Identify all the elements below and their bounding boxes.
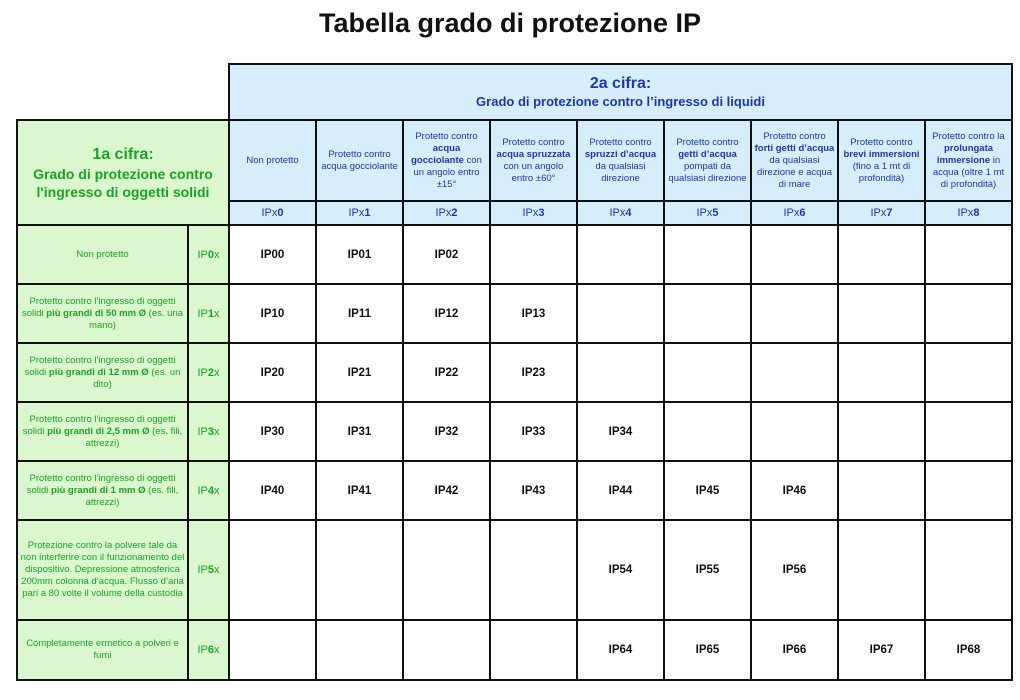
ip-rating-cell: IP67: [838, 620, 925, 680]
emphasis-text: più grandi di 2,5 mm Ø: [47, 425, 150, 437]
ip-rating-cell: [664, 284, 751, 343]
ip-rating-cell: IP34: [577, 402, 664, 461]
code-prefix: IPx: [783, 207, 800, 219]
ip-rating-cell: IP31: [316, 402, 403, 461]
code-prefix: IP: [197, 644, 208, 656]
description-text: (es. fili, attrezzi): [85, 425, 183, 449]
code-digit: 7: [886, 207, 893, 219]
solid-code-ip6x: [188, 620, 229, 680]
description-text: Protetto contro: [589, 136, 652, 148]
ip-rating-cell: [577, 343, 664, 402]
code-prefix: IPx: [957, 207, 974, 219]
description-text: pompati da qualsiasi direzione: [668, 160, 747, 184]
description-text: (es. un dito): [93, 366, 181, 390]
ip-rating-cell: [577, 225, 664, 284]
code-prefix: IPx: [870, 207, 887, 219]
code-digit: 6: [799, 207, 806, 219]
ip-rating-cell: [664, 225, 751, 284]
description-text: Protetto contro l'ingresso di oggetti solidi: [21, 295, 176, 319]
ip-rating-cell: IP40: [229, 461, 316, 520]
code-prefix: IPx: [522, 207, 539, 219]
ip-rating-cell: IP12: [403, 284, 490, 343]
liquid-protection-description: [664, 120, 751, 201]
emphasis-text: più grandi di 12 mm Ø: [48, 366, 149, 378]
liquid-code-ipx7: [838, 201, 925, 225]
liquid-code-ipx5: [664, 201, 751, 225]
ip-rating-cell: IP55: [664, 520, 751, 620]
ip-rating-cell: [490, 225, 577, 284]
liquid-protection-description: [229, 120, 316, 201]
code-digit: 1: [207, 307, 215, 320]
ip-rating-cell: IP01: [316, 225, 403, 284]
code-digit: 2: [451, 207, 458, 219]
second-digit-heading: 2a cifra:: [589, 75, 652, 92]
code-digit: 1: [364, 207, 371, 219]
description-text: Protetto contro: [676, 136, 739, 148]
ip-rating-cell: [751, 225, 838, 284]
ip-rating-cell: IP10: [229, 284, 316, 343]
description-text: Protetto contro: [850, 136, 913, 148]
description-text: Protetto contro acqua gocciolante: [321, 148, 398, 172]
ip-rating-cell: [925, 402, 1012, 461]
description-text: da qualsiasi direzione e acqua di mare: [757, 154, 832, 190]
table-row: [17, 343, 1012, 402]
solid-protection-description: [17, 520, 188, 620]
solid-code-ip5x: [188, 520, 229, 620]
code-prefix: IP: [197, 248, 208, 261]
code-suffix: x: [214, 307, 220, 320]
first-digit-heading: 1a cifra:: [92, 145, 154, 163]
liquid-protection-description: [490, 120, 577, 201]
ip-rating-cell: IP46: [751, 461, 838, 520]
ip-rating-cell: [664, 402, 751, 461]
solid-protection-description: [17, 225, 188, 284]
description-text: Non protetto: [246, 154, 299, 166]
solid-code-ip4x: [188, 461, 229, 520]
liquid-code-ipx0: [229, 201, 316, 225]
table-row: [17, 284, 1012, 343]
table-row: [17, 461, 1012, 520]
solid-code-ip2x: [188, 343, 229, 402]
ip-rating-cell: IP02: [403, 225, 490, 284]
ip-rating-cell: [838, 343, 925, 402]
emphasis-text: più grandi di 50 mm Ø: [46, 307, 147, 319]
ip-protection-table: [16, 63, 1013, 681]
code-digit: 3: [538, 207, 545, 219]
table-row: [17, 520, 1012, 620]
ip-rating-cell: [490, 520, 577, 620]
emphasis-text: prolungata immersione: [936, 142, 994, 166]
description-text: Protetto contro: [502, 136, 565, 148]
ip-rating-cell: IP00: [229, 225, 316, 284]
ip-rating-cell: IP64: [577, 620, 664, 680]
code-prefix: IP: [197, 425, 208, 438]
ip-rating-cell: IP22: [403, 343, 490, 402]
description-text: Protetto contro l'ingresso di oggetti solidi: [24, 354, 176, 378]
code-prefix: IPx: [696, 207, 713, 219]
code-prefix: IPx: [609, 207, 626, 219]
description-text: Protetto contro: [763, 130, 826, 142]
page-title: Tabella grado di protezione IP: [318, 8, 702, 38]
emphasis-text: spruzzi d’acqua: [584, 148, 657, 160]
ip-rating-cell: [316, 520, 403, 620]
ip-rating-cell: [838, 461, 925, 520]
first-digit-header: [17, 120, 229, 225]
ip-rating-cell: IP54: [577, 520, 664, 620]
code-prefix: IP: [197, 366, 208, 379]
liquid-protection-description: [316, 120, 403, 201]
code-digit: 3: [207, 425, 215, 438]
description-text: (fino a 1 mt di profondità): [852, 160, 911, 184]
description-text: da qualsiasi direzione: [595, 160, 646, 184]
liquid-code-ipx6: [751, 201, 838, 225]
liquid-protection-description: [751, 120, 838, 201]
description-text: con un angolo entro ±15°: [413, 154, 482, 190]
table-row: [17, 402, 1012, 461]
table-row: [17, 620, 1012, 680]
code-prefix: IP: [197, 564, 208, 576]
code-digit: 2: [207, 366, 215, 379]
description-text: Protetto contro: [415, 130, 478, 142]
solid-code-ip0x: [188, 225, 229, 284]
ip-rating-cell: IP23: [490, 343, 577, 402]
ip-rating-cell: IP21: [316, 343, 403, 402]
code-suffix: x: [214, 564, 220, 576]
code-digit: 4: [625, 207, 632, 219]
ip-rating-cell: [838, 402, 925, 461]
ip-rating-cell: [490, 620, 577, 680]
solid-protection-description: [17, 402, 188, 461]
ip-rating-cell: IP68: [925, 620, 1012, 680]
ip-rating-cell: IP43: [490, 461, 577, 520]
code-digit: 5: [712, 207, 719, 219]
ip-rating-cell: [316, 620, 403, 680]
ip-rating-cell: [925, 461, 1012, 520]
ip-rating-cell: [925, 520, 1012, 620]
description-text: con un angolo entro ±60°: [503, 160, 564, 184]
code-suffix: x: [214, 425, 220, 438]
ip-rating-cell: IP33: [490, 402, 577, 461]
ip-rating-cell: IP42: [403, 461, 490, 520]
solid-protection-description: [17, 284, 188, 343]
ip-rating-cell: [925, 225, 1012, 284]
code-digit: 5: [207, 564, 215, 576]
description-text: Completamente ermetico a polveri e fumi: [26, 638, 179, 661]
liquid-protection-description: [403, 120, 490, 201]
ip-rating-cell: IP44: [577, 461, 664, 520]
liquid-code-ipx4: [577, 201, 664, 225]
ip-rating-cell: IP65: [664, 620, 751, 680]
code-suffix: x: [214, 644, 220, 656]
code-digit: 8: [973, 207, 980, 219]
ip-rating-cell: IP20: [229, 343, 316, 402]
emphasis-text: acqua gocciolante: [411, 142, 464, 166]
ip-rating-cell: IP56: [751, 520, 838, 620]
ip-rating-cell: [838, 520, 925, 620]
emphasis-text: brevi immersioni: [843, 148, 920, 160]
liquid-protection-description: [925, 120, 1012, 201]
emphasis-text: acqua spruzzata: [496, 148, 571, 160]
description-text: Non protetto: [76, 248, 129, 260]
table-row: [17, 225, 1012, 284]
description-text: Protetto contro l'ingresso di oggetti solidi: [26, 472, 176, 496]
liquid-protection-description: [577, 120, 664, 201]
ip-rating-cell: IP66: [751, 620, 838, 680]
code-digit: 6: [207, 644, 215, 656]
code-digit: 0: [277, 207, 284, 219]
ip-rating-cell: [751, 343, 838, 402]
code-prefix: IPx: [348, 207, 365, 219]
first-digit-subheading: Grado di protezione contro l'ingresso di oggetti solidi: [33, 165, 213, 200]
description-text: Protetto contro l'ingresso di oggetti solidi: [22, 413, 176, 437]
ip-rating-cell: [229, 620, 316, 680]
code-digit: 4: [207, 484, 215, 497]
code-digit: 0: [207, 248, 215, 261]
ip-rating-cell: [925, 343, 1012, 402]
solid-protection-description: [17, 620, 188, 680]
ip-rating-cell: [577, 284, 664, 343]
liquid-protection-description: [838, 120, 925, 201]
description-text: Protetto contro la: [932, 130, 1005, 142]
liquid-code-ipx3: [490, 201, 577, 225]
code-suffix: x: [214, 248, 220, 261]
second-digit-subheading: Grado di protezione contro l’ingresso di liquidi: [476, 94, 765, 109]
liquid-code-ipx1: [316, 201, 403, 225]
ip-rating-cell: [664, 343, 751, 402]
liquid-code-ipx2: [403, 201, 490, 225]
solid-protection-description: [17, 343, 188, 402]
emphasis-text: più grandi di 1 mm Ø: [51, 484, 146, 496]
ip-rating-cell: [925, 284, 1012, 343]
ip-rating-cell: [838, 284, 925, 343]
ip-rating-cell: [403, 520, 490, 620]
ip-rating-cell: IP45: [664, 461, 751, 520]
code-prefix: IP: [197, 484, 208, 497]
solid-code-ip3x: [188, 402, 229, 461]
ip-rating-cell: IP13: [490, 284, 577, 343]
code-prefix: IPx: [261, 207, 278, 219]
code-suffix: x: [214, 484, 220, 497]
description-text: (es. fili, attrezzi): [85, 484, 179, 508]
description-text: in acqua (oltre 1 mt di profondità): [932, 154, 1005, 190]
ip-rating-cell: IP32: [403, 402, 490, 461]
ip-rating-cell: [838, 225, 925, 284]
ip-rating-cell: [751, 284, 838, 343]
corner-blank-cell: [17, 64, 229, 120]
emphasis-text: getti d’acqua: [678, 148, 737, 160]
ip-rating-cell: IP30: [229, 402, 316, 461]
liquid-code-ipx8: [925, 201, 1012, 225]
code-suffix: x: [214, 366, 220, 379]
code-prefix: IPx: [435, 207, 452, 219]
emphasis-text: forti getti d’acqua: [754, 142, 835, 154]
solid-protection-description: [17, 461, 188, 520]
ip-rating-cell: IP11: [316, 284, 403, 343]
description-text: (es. una mano): [89, 307, 184, 331]
second-digit-header: [229, 64, 1012, 120]
description-text: Protezione contro la polvere tale da non interferire con il funzionamento del dispositivo. Depressione atmosferica 200mm colonna d’acqua. Flusso d’aria pari a 80 volte il volume della custodia: [20, 540, 185, 599]
ip-rating-cell: [229, 520, 316, 620]
ip-rating-cell: [751, 402, 838, 461]
ip-rating-cell: [403, 620, 490, 680]
ip-rating-cell: IP41: [316, 461, 403, 520]
solid-code-ip1x: [188, 284, 229, 343]
code-prefix: IP: [197, 307, 208, 320]
